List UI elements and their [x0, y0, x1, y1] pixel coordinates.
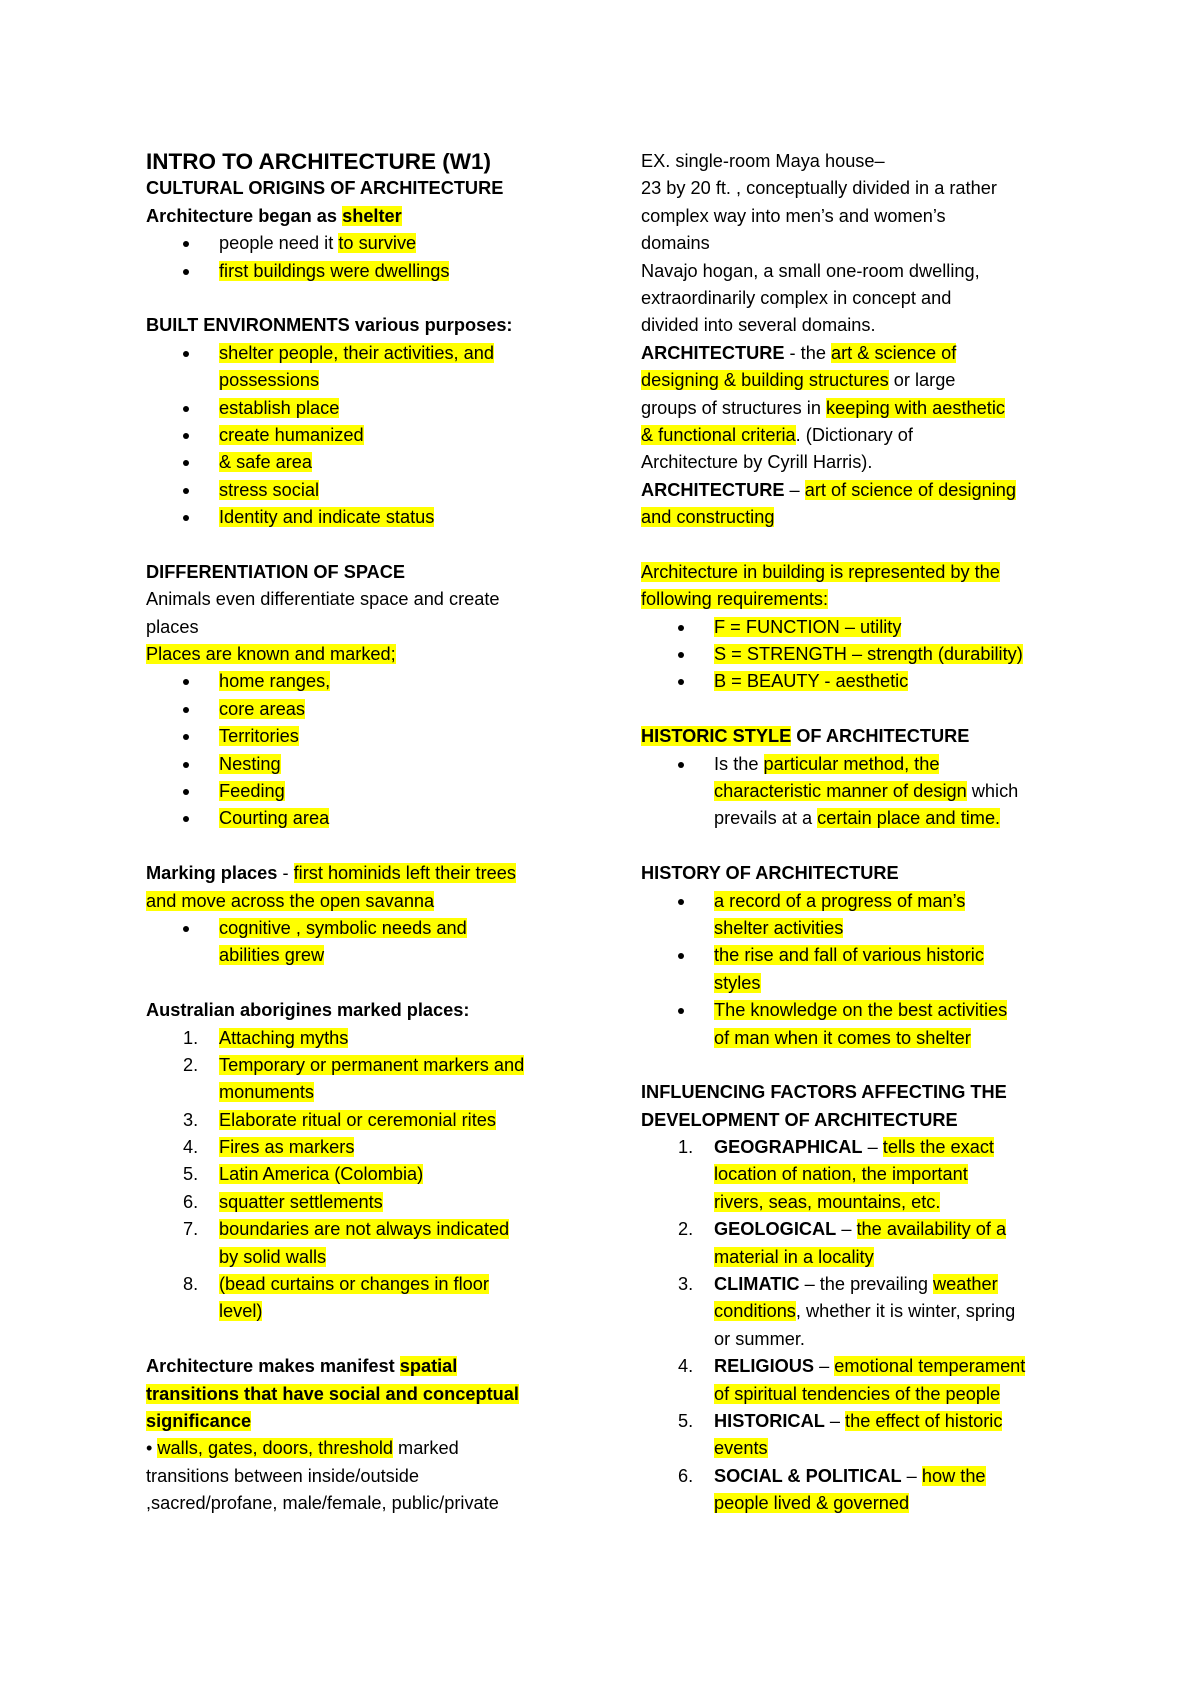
bullet-icon [183, 433, 189, 439]
item-number: 6. [678, 1465, 694, 1486]
diff-text: Animals even differentiate space and create [146, 589, 500, 610]
item-highlight: boundaries are not always indicated [219, 1219, 510, 1240]
item-highlight: characteristic manner of design [714, 780, 967, 801]
list-item [146, 477, 586, 504]
numbered-item [641, 1463, 1081, 1490]
list-item [641, 668, 1081, 695]
item-highlight: possessions [219, 370, 320, 391]
list-item-continued [641, 1189, 1081, 1216]
architecture-definition-line [641, 422, 1081, 449]
definition-highlight: art & science of [830, 342, 957, 363]
item-highlight: The knowledge on the best activities [714, 1000, 1008, 1021]
item-highlight: & safe area [219, 452, 313, 473]
example-line: extraordinarily complex in concept and [641, 287, 952, 308]
numbered-item [146, 1216, 586, 1243]
architecture-definition-2-line [641, 504, 1081, 531]
manifest-paragraph [146, 1435, 586, 1462]
item-highlight: the availability of a [856, 1219, 1007, 1240]
list-item [146, 230, 586, 257]
item-highlight: the rise and fall of various historic [714, 945, 984, 966]
item-highlight: Latin America (Colombia) [219, 1164, 424, 1185]
factor-name: GEOGRAPHICAL [714, 1137, 863, 1158]
item-highlight: stress social [219, 479, 320, 500]
manifest-paragraph-line: transitions between inside/outside [146, 1465, 419, 1486]
list-item [146, 805, 586, 832]
factor-dash: – [901, 1465, 922, 1486]
item-number: 1. [678, 1137, 694, 1158]
bullet-icon [183, 460, 189, 466]
manifest-heading-line [146, 1381, 586, 1408]
item-highlight: to survive [338, 233, 417, 254]
item-highlight: particular method, the [763, 753, 940, 774]
bullet-icon [678, 652, 684, 658]
item-highlight: cognitive , symbolic needs and [219, 917, 467, 938]
term: ARCHITECTURE [641, 342, 785, 363]
numbered-item [641, 1134, 1081, 1161]
factor-name: CLIMATIC [714, 1274, 800, 1295]
item-text: people need it [219, 233, 339, 254]
style-heading-text: OF ARCHITECTURE [791, 726, 970, 747]
marking-line [146, 888, 586, 915]
numbered-item [641, 1353, 1081, 1380]
numbered-item [641, 1408, 1081, 1435]
item-highlight: Temporary or permanent markers and [219, 1054, 525, 1075]
list-item [641, 888, 1081, 915]
factor-dash: – [836, 1219, 857, 1240]
list-item-continued [146, 367, 586, 394]
list-item-continued [641, 778, 1081, 805]
item-text: which [966, 780, 1019, 801]
factor-dash: – [862, 1137, 883, 1158]
list-item-continued [641, 915, 1081, 942]
list-item [641, 641, 1081, 668]
definition-text: groups of structures in [641, 397, 826, 418]
item-highlight: weather [933, 1274, 998, 1295]
numbered-item [146, 1189, 586, 1216]
item-number: 1. [183, 1027, 199, 1048]
factors-heading-line: DEVELOPMENT OF ARCHITECTURE [641, 1109, 958, 1130]
numbered-item [641, 1271, 1081, 1298]
style-heading-highlight: HISTORIC STYLE [641, 726, 792, 747]
factors-heading: INFLUENCING FACTORS AFFECTING THE [641, 1082, 1007, 1103]
item-highlight: Elaborate ritual or ceremonial rites [219, 1109, 496, 1130]
manifest-highlight: spatial [399, 1356, 458, 1377]
item-highlight: first buildings were dwellings [219, 260, 450, 281]
item-number: 2. [678, 1219, 694, 1240]
factor-dash: – [824, 1410, 846, 1431]
list-item-continued [146, 1244, 586, 1271]
diff-heading: DIFFERENTIATION OF SPACE [146, 561, 406, 582]
item-number: 4. [678, 1356, 694, 1377]
factor-dash: – [814, 1356, 835, 1377]
manifest-heading-line [146, 1408, 586, 1435]
bullet-icon [678, 625, 684, 631]
list-item-continued [641, 1490, 1081, 1517]
requirements-highlight: following requirements: [641, 589, 829, 610]
bullet-icon [678, 1008, 684, 1014]
list-item-continued [641, 1244, 1081, 1271]
numbered-item [641, 1216, 1081, 1243]
manifest-text: Architecture makes manifest [146, 1356, 400, 1377]
list-item [146, 258, 586, 285]
item-number: 6. [183, 1191, 199, 1212]
architecture-definition-line [641, 395, 1081, 422]
item-number: 3. [678, 1274, 694, 1295]
architecture-definition-line [641, 367, 1081, 394]
item-highlight: monuments [219, 1082, 315, 1103]
requirements-intro [641, 559, 1081, 586]
item-highlight: Territories [219, 726, 299, 747]
item-highlight: certain place and time. [817, 808, 1001, 829]
item-number: 7. [183, 1219, 199, 1240]
list-item-continued [641, 1381, 1081, 1408]
item-highlight: S = STRENGTH – strength (durability) [714, 644, 1023, 665]
marking-highlight: first hominids left their trees [293, 863, 516, 884]
item-highlight: tells the exact [882, 1137, 994, 1158]
manifest-text-rest: marked [392, 1438, 459, 1459]
definition-text: . (Dictionary of [795, 424, 913, 445]
example-line: Navajo hogan, a small one-room dwelling, [641, 260, 980, 281]
example-line: complex way into men’s and women’s [641, 205, 946, 226]
item-highlight: of spiritual tendencies of the people [714, 1383, 1001, 1404]
numbered-item [146, 1271, 586, 1298]
bullet-icon [678, 679, 684, 685]
manifest-text-highlight: walls, gates, doors, threshold [157, 1438, 393, 1459]
list-item-continued [641, 805, 1081, 832]
bullet-icon [678, 899, 684, 905]
list-item-continued [641, 970, 1081, 997]
bullet-icon [183, 816, 189, 822]
marking-bold: Marking places [146, 863, 278, 884]
bullet-icon [183, 734, 189, 740]
shelter-highlight: shelter [342, 205, 402, 226]
bullet-icon [183, 762, 189, 768]
item-highlight: shelter people, their activities, and [219, 342, 494, 363]
built-heading: BUILT ENVIRONMENTS various purposes: [146, 315, 513, 336]
list-item [146, 723, 586, 750]
item-highlight: Feeding [219, 780, 285, 801]
definition-highlight: and constructing [641, 507, 775, 528]
architecture-definition-line: Architecture by Cyrill Harris). [641, 452, 873, 473]
marking-highlight: and move across the open savanna [146, 890, 435, 911]
list-item [641, 751, 1081, 778]
item-highlight: Identity and indicate status [219, 507, 435, 528]
definition-highlight: keeping with aesthetic [826, 397, 1005, 418]
example-line: EX. single-room Maya house– [641, 151, 885, 171]
definition-text: or large [888, 370, 956, 391]
marking-dash: - [277, 863, 294, 884]
places-intro-highlight: Places are known and marked; [146, 644, 396, 665]
item-number: 5. [183, 1164, 199, 1185]
shelter-heading [146, 203, 586, 230]
item-highlight: (bead curtains or changes in floor [219, 1274, 489, 1295]
places-intro [146, 641, 586, 668]
item-number: 4. [183, 1137, 199, 1158]
item-highlight: Attaching myths [219, 1027, 349, 1048]
shelter-heading-text: Architecture began as [146, 205, 343, 226]
requirements-highlight: Architecture in building is represented by the [641, 561, 1000, 582]
bullet-icon: • [146, 1438, 158, 1459]
list-item [146, 778, 586, 805]
document-title: INTRO TO ARCHITECTURE (W1) [146, 149, 491, 174]
list-item-continued [146, 1079, 586, 1106]
left-column [146, 148, 586, 1518]
item-highlight: Fires as markers [219, 1137, 355, 1158]
bullet-icon [183, 488, 189, 494]
item-highlight: styles [714, 972, 761, 993]
item-number: 5. [678, 1410, 694, 1431]
aborigines-heading: Australian aborigines marked places: [146, 1000, 470, 1021]
item-highlight: create humanized [219, 424, 364, 445]
manifest-paragraph-line: ,sacred/profane, male/female, public/private [146, 1493, 499, 1514]
item-highlight: core areas [219, 698, 305, 719]
right-column [641, 148, 1081, 1518]
example-line: 23 by 20 ft. , conceptually divided in a rather [641, 178, 997, 199]
list-item [146, 915, 586, 942]
list-item [641, 997, 1081, 1024]
marking-heading [146, 860, 586, 887]
item-highlight: squatter settlements [219, 1191, 383, 1212]
architecture-definition-2 [641, 477, 1081, 504]
item-highlight: the effect of historic [845, 1410, 1003, 1431]
requirements-intro-line [641, 586, 1081, 613]
definition-highlight: designing & building structures [641, 370, 889, 391]
list-item [146, 668, 586, 695]
item-highlight: by solid walls [219, 1246, 327, 1267]
bullet-icon [183, 406, 189, 412]
list-item [641, 942, 1081, 969]
item-highlight: establish place [219, 397, 340, 418]
item-text: , whether it is winter, spring [795, 1301, 1016, 1322]
factor-name: RELIGIOUS [714, 1356, 815, 1377]
item-highlight: location of nation, the important [714, 1164, 968, 1185]
bullet-icon [183, 515, 189, 521]
diff-text: places [146, 616, 199, 637]
item-highlight: Courting area [219, 808, 330, 829]
item-number: 2. [183, 1054, 199, 1075]
item-highlight: Nesting [219, 753, 281, 774]
bullet-icon [183, 679, 189, 685]
subtitle: CULTURAL ORIGINS OF ARCHITECTURE [146, 178, 504, 199]
list-item [146, 751, 586, 778]
item-highlight: events [714, 1438, 768, 1459]
item-highlight: emotional temperament [834, 1356, 1026, 1377]
item-highlight: B = BEAUTY - aesthetic [714, 671, 909, 692]
list-item [146, 340, 586, 367]
item-text: Is the [714, 753, 764, 774]
bullet-icon [183, 926, 189, 932]
numbered-item [146, 1052, 586, 1079]
bullet-icon [183, 269, 189, 275]
history-heading: HISTORY OF ARCHITECTURE [641, 863, 899, 884]
item-highlight: abilities grew [219, 945, 325, 966]
list-item [641, 614, 1081, 641]
list-item [146, 395, 586, 422]
list-item-continued [641, 1025, 1081, 1052]
item-highlight: material in a locality [714, 1246, 874, 1267]
manifest-heading [146, 1353, 586, 1380]
numbered-item [146, 1161, 586, 1188]
item-highlight: level) [219, 1301, 263, 1322]
list-item-continued [146, 942, 586, 969]
list-item-continued [146, 1298, 586, 1325]
list-item-continued [641, 1435, 1081, 1462]
factor-name: SOCIAL & POLITICAL [714, 1465, 902, 1486]
definition-highlight: & functional criteria [641, 424, 796, 445]
item-text: prevails at a [714, 808, 818, 829]
numbered-item [146, 1107, 586, 1134]
bullet-icon [678, 953, 684, 959]
numbered-item [146, 1134, 586, 1161]
item-number: 3. [183, 1109, 199, 1130]
factor-name: GEOLOGICAL [714, 1219, 837, 1240]
item-highlight: shelter activities [714, 917, 844, 938]
bullet-icon [183, 707, 189, 713]
list-item [146, 449, 586, 476]
list-item-continued [641, 1298, 1081, 1325]
list-item [146, 504, 586, 531]
factor-dash: – the prevailing [799, 1274, 933, 1295]
example-line: domains [641, 233, 710, 254]
list-item-continued: or summer. [714, 1328, 805, 1349]
term-dash: - the [784, 342, 831, 363]
manifest-highlight: transitions that have social and conceptual [146, 1383, 519, 1404]
item-highlight: rivers, seas, mountains, etc. [714, 1191, 941, 1212]
bullet-icon [183, 241, 189, 247]
item-highlight: a record of a progress of man’s [714, 890, 966, 911]
item-highlight: F = FUNCTION – utility [714, 616, 902, 637]
factor-name: HISTORICAL [714, 1410, 825, 1431]
item-highlight: conditions [714, 1301, 796, 1322]
term-dash: – [784, 479, 805, 500]
bullet-icon [183, 351, 189, 357]
item-number: 8. [183, 1274, 199, 1295]
numbered-item [146, 1025, 586, 1052]
list-item [146, 422, 586, 449]
definition-highlight: art of science of designing [804, 479, 1017, 500]
architecture-definition [641, 340, 1081, 367]
item-highlight: people lived & governed [714, 1493, 910, 1514]
item-highlight: of man when it comes to shelter [714, 1027, 971, 1048]
list-item [146, 696, 586, 723]
term: ARCHITECTURE [641, 479, 785, 500]
bullet-icon [678, 762, 684, 768]
item-highlight: how the [921, 1465, 986, 1486]
example-line: divided into several domains. [641, 315, 876, 336]
style-heading [641, 723, 1081, 750]
list-item-continued [641, 1161, 1081, 1188]
manifest-highlight: significance [146, 1410, 252, 1431]
item-highlight: home ranges, [219, 671, 331, 692]
bullet-icon [183, 789, 189, 795]
